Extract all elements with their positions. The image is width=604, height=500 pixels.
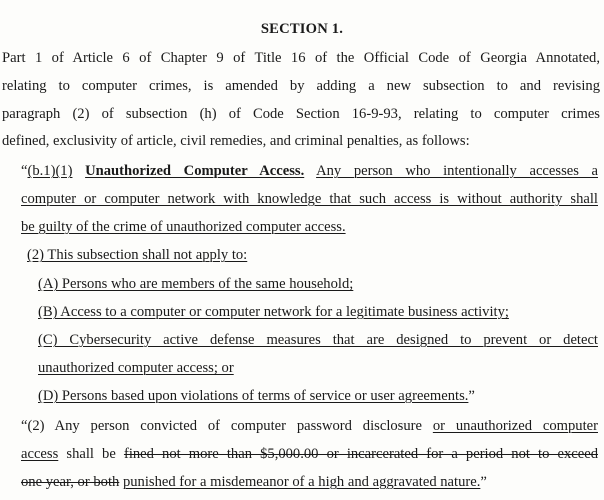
- section-heading: SECTION 1.: [260, 21, 344, 37]
- item-c-line-1: [38, 330, 598, 350]
- item-a: [38, 274, 598, 294]
- subsection-b1-line-3: [21, 217, 598, 237]
- subsection-b1-line-1: [21, 161, 598, 181]
- item-c-text-1: (C) Cybersecurity active defense measures that are designed to prevent or detect: [38, 332, 598, 348]
- intro-line-2: relating to computer crimes, is amended by adding a new subsection to and revising: [2, 78, 600, 94]
- open-quote: “: [21, 163, 28, 179]
- revised-close-quote: ”: [480, 474, 487, 490]
- item-d: [38, 386, 598, 406]
- subsection-heading: Unauthorized Computer Access.: [85, 163, 305, 179]
- revised-text-plain-2: shall be: [66, 446, 116, 462]
- subsection-b1-text-1: Any person who intentionally accesses a: [316, 163, 598, 179]
- item-b: [38, 302, 598, 322]
- revised-text-inserted-2: access: [21, 446, 59, 462]
- subsection-b1-text-2: computer or computer network with knowledge that such access is without authority shall: [21, 191, 598, 207]
- revised-para-line-2: [21, 444, 598, 464]
- revised-para-line-3: [21, 472, 598, 492]
- revised-text-plain-1: (2) Any person convicted of computer password disclosure: [27, 418, 422, 434]
- item-a-text: (A) Persons who are members of the same household;: [38, 276, 354, 292]
- revised-para-line-1: [21, 416, 598, 436]
- revised-open-quote: “: [21, 418, 28, 434]
- item-c-text-2: unauthorized computer access; or: [38, 360, 234, 376]
- revised-text-inserted-3: punished for a misdemeanor of a high and aggravated nature.: [122, 474, 481, 490]
- intro-line-1: Part 1 of Article 6 of Chapter 9 of Title 16 of the Official Code of Georgia Annotated,: [2, 50, 600, 66]
- paragraph-2-text: (2) This subsection shall not apply to:: [27, 247, 248, 263]
- subsection-b1-line-2: [21, 189, 598, 209]
- item-d-close-quote: ”: [468, 388, 475, 404]
- item-c-line-2: [38, 358, 598, 378]
- revised-text-inserted-1: or unauthorized computer: [432, 418, 598, 434]
- intro-line-3: paragraph (2) of subsection (h) of Code Section 16-9-93, relating to computer crimes: [2, 106, 600, 122]
- paragraph-2-heading: [27, 245, 587, 265]
- item-b-text: (B) Access to a computer or computer network for a legitimate business activity;: [38, 304, 509, 320]
- subsection-designator: (b.1)(1): [27, 163, 73, 179]
- intro-line-4: defined, exclusivity of article, civil remedies, and criminal penalties, as follows:: [2, 133, 470, 149]
- revised-text-struck-2: fined not more than $5,000.00 or incarcerated for a period not to exceed: [123, 446, 598, 462]
- revised-text-struck-3: one year, or both: [21, 474, 120, 490]
- subsection-b1-text-3: be guilty of the crime of unauthorized computer access.: [21, 219, 346, 235]
- item-d-text: (D) Persons based upon violations of terms of service or user agreements.: [38, 388, 469, 404]
